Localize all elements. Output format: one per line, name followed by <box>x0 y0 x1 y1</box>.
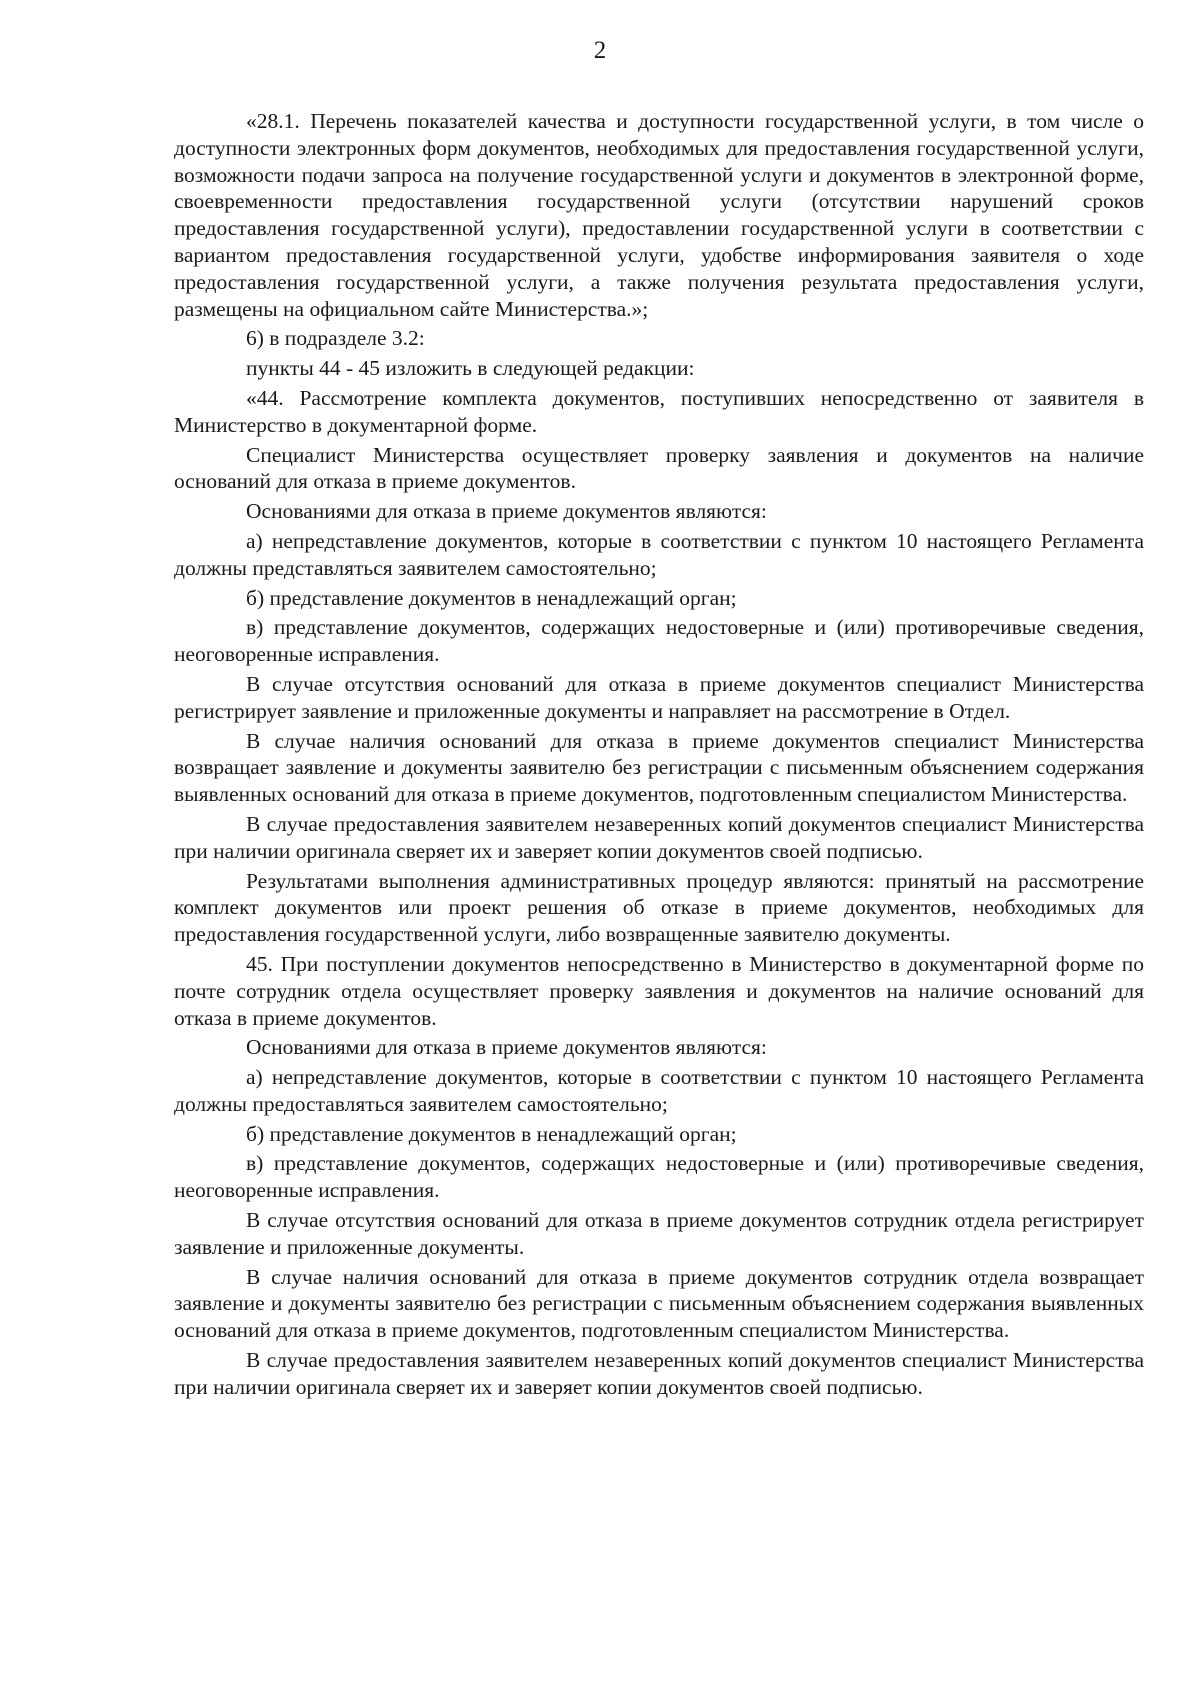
paragraph-grounds-employee: В случае наличия оснований для отказа в приеме документов сотрудник отдела возвращает заявление и документы заявителю без регистрации с письменным объяснением содержания выявленных оснований для отказа в приеме документов, подготовленным специалистом Министерства. <box>174 1264 1144 1343</box>
paragraph-ground-v: в) представление документов, содержащих недостоверные и (или) противоречивые сведения, неоговоренные исправления. <box>174 615 1144 667</box>
paragraph-44: «44. Рассмотрение комплекта документов, поступивших непосредственно от заявителя в Министерство в документарной форме. <box>174 385 1144 437</box>
paragraph-ground-a-2: а) непредставление документов, которые в соответствии с пунктом 10 настоящего Регламента должны предоставляться заявителем самостоятельно; <box>174 1065 1144 1116</box>
paragraph-copies-specialist-2: В случае предоставления заявителем незаверенных копий документов специалист Министерства при наличии оригинала сверяет их и заверяет копии документов своей подписью. <box>174 1348 1144 1399</box>
paragraph-items-44-45: пункты 44 - 45 изложить в следующей редакции: <box>246 356 695 381</box>
paragraph-ground-b: б) представление документов в ненадлежащий орган; <box>246 585 737 610</box>
paragraph-ground-b-2: б) представление документов в ненадлежащий орган; <box>246 1121 737 1146</box>
paragraph-specialist-check: Специалист Министерства осуществляет проверку заявления и документов на наличие оснований для отказа в приеме документов. <box>174 442 1144 494</box>
document-body <box>174 108 1144 1401</box>
paragraph-subsection-3-2: 6) в подразделе 3.2: <box>246 326 425 351</box>
paragraph-refusal-grounds-2: Основаниями для отказа в приеме документов являются: <box>246 1035 767 1060</box>
paragraph-ground-v-2: в) представление документов, содержащих недостоверные и (или) противоречивые сведения, неоговоренные исправления. <box>174 1151 1144 1203</box>
paragraph-no-grounds-specialist: В случае отсутствия оснований для отказа в приеме документов специалист Министерства регистрирует заявление и приложенные документы и направляет на рассмотрение в Отдел. <box>174 671 1144 723</box>
paragraph-28-1: «28.1. Перечень показателей качества и доступности государственной услуги, в том числе о доступности электронных форм документов, необходимых для предоставления государственной услуги, возможности подачи запроса на получение государственной услуги и документов в электронной форме, своевременности предоставления государственной услуги (отсутствии нарушений сроков предоставления государственной услуги), предоставлении государственной услуги в соответствии с вариантом предоставления государственной услуги, удобстве информирования заявителя о ходе предоставления государственной услуги, а также получения результата предоставления услуги, размещены на официальном сайте Министерства.»; <box>174 109 1144 321</box>
paragraph-copies-specialist: В случае предоставления заявителем незаверенных копий документов специалист Министерства при наличии оригинала сверяет их и заверяет копии документов своей подписью. <box>174 811 1144 863</box>
paragraph-results: Результатами выполнения административных процедур являются: принятый на рассмотрение комплект документов или проект решения об отказе в приеме документов, необходимых для предоставления государственной услуги, либо возвращенные заявителю документы. <box>174 868 1144 947</box>
paragraph-grounds-specialist: В случае наличия оснований для отказа в приеме документов специалист Министерства возвращает заявление и документы заявителю без регистрации с письменным объяснением содержания выявленных оснований для отказа в приеме документов, подготовленным специалистом Министерства. <box>174 728 1144 807</box>
paragraph-no-grounds-employee: В случае отсутствия оснований для отказа в приеме документов сотрудник отдела регистрирует заявление и приложенные документы. <box>174 1208 1144 1259</box>
paragraph-ground-a: а) непредставление документов, которые в соответствии с пунктом 10 настоящего Регламента должны представляться заявителем самостоятельно; <box>174 528 1144 580</box>
paragraph-refusal-grounds: Основаниями для отказа в приеме документов являются: <box>246 499 767 524</box>
paragraph-45: 45. При поступлении документов непосредственно в Министерство в документарной форме по почте сотрудник отдела осуществляет проверку заявления и документов на наличие оснований для отказа в приеме документов. <box>174 951 1144 1030</box>
page-number: 2 <box>593 37 607 64</box>
